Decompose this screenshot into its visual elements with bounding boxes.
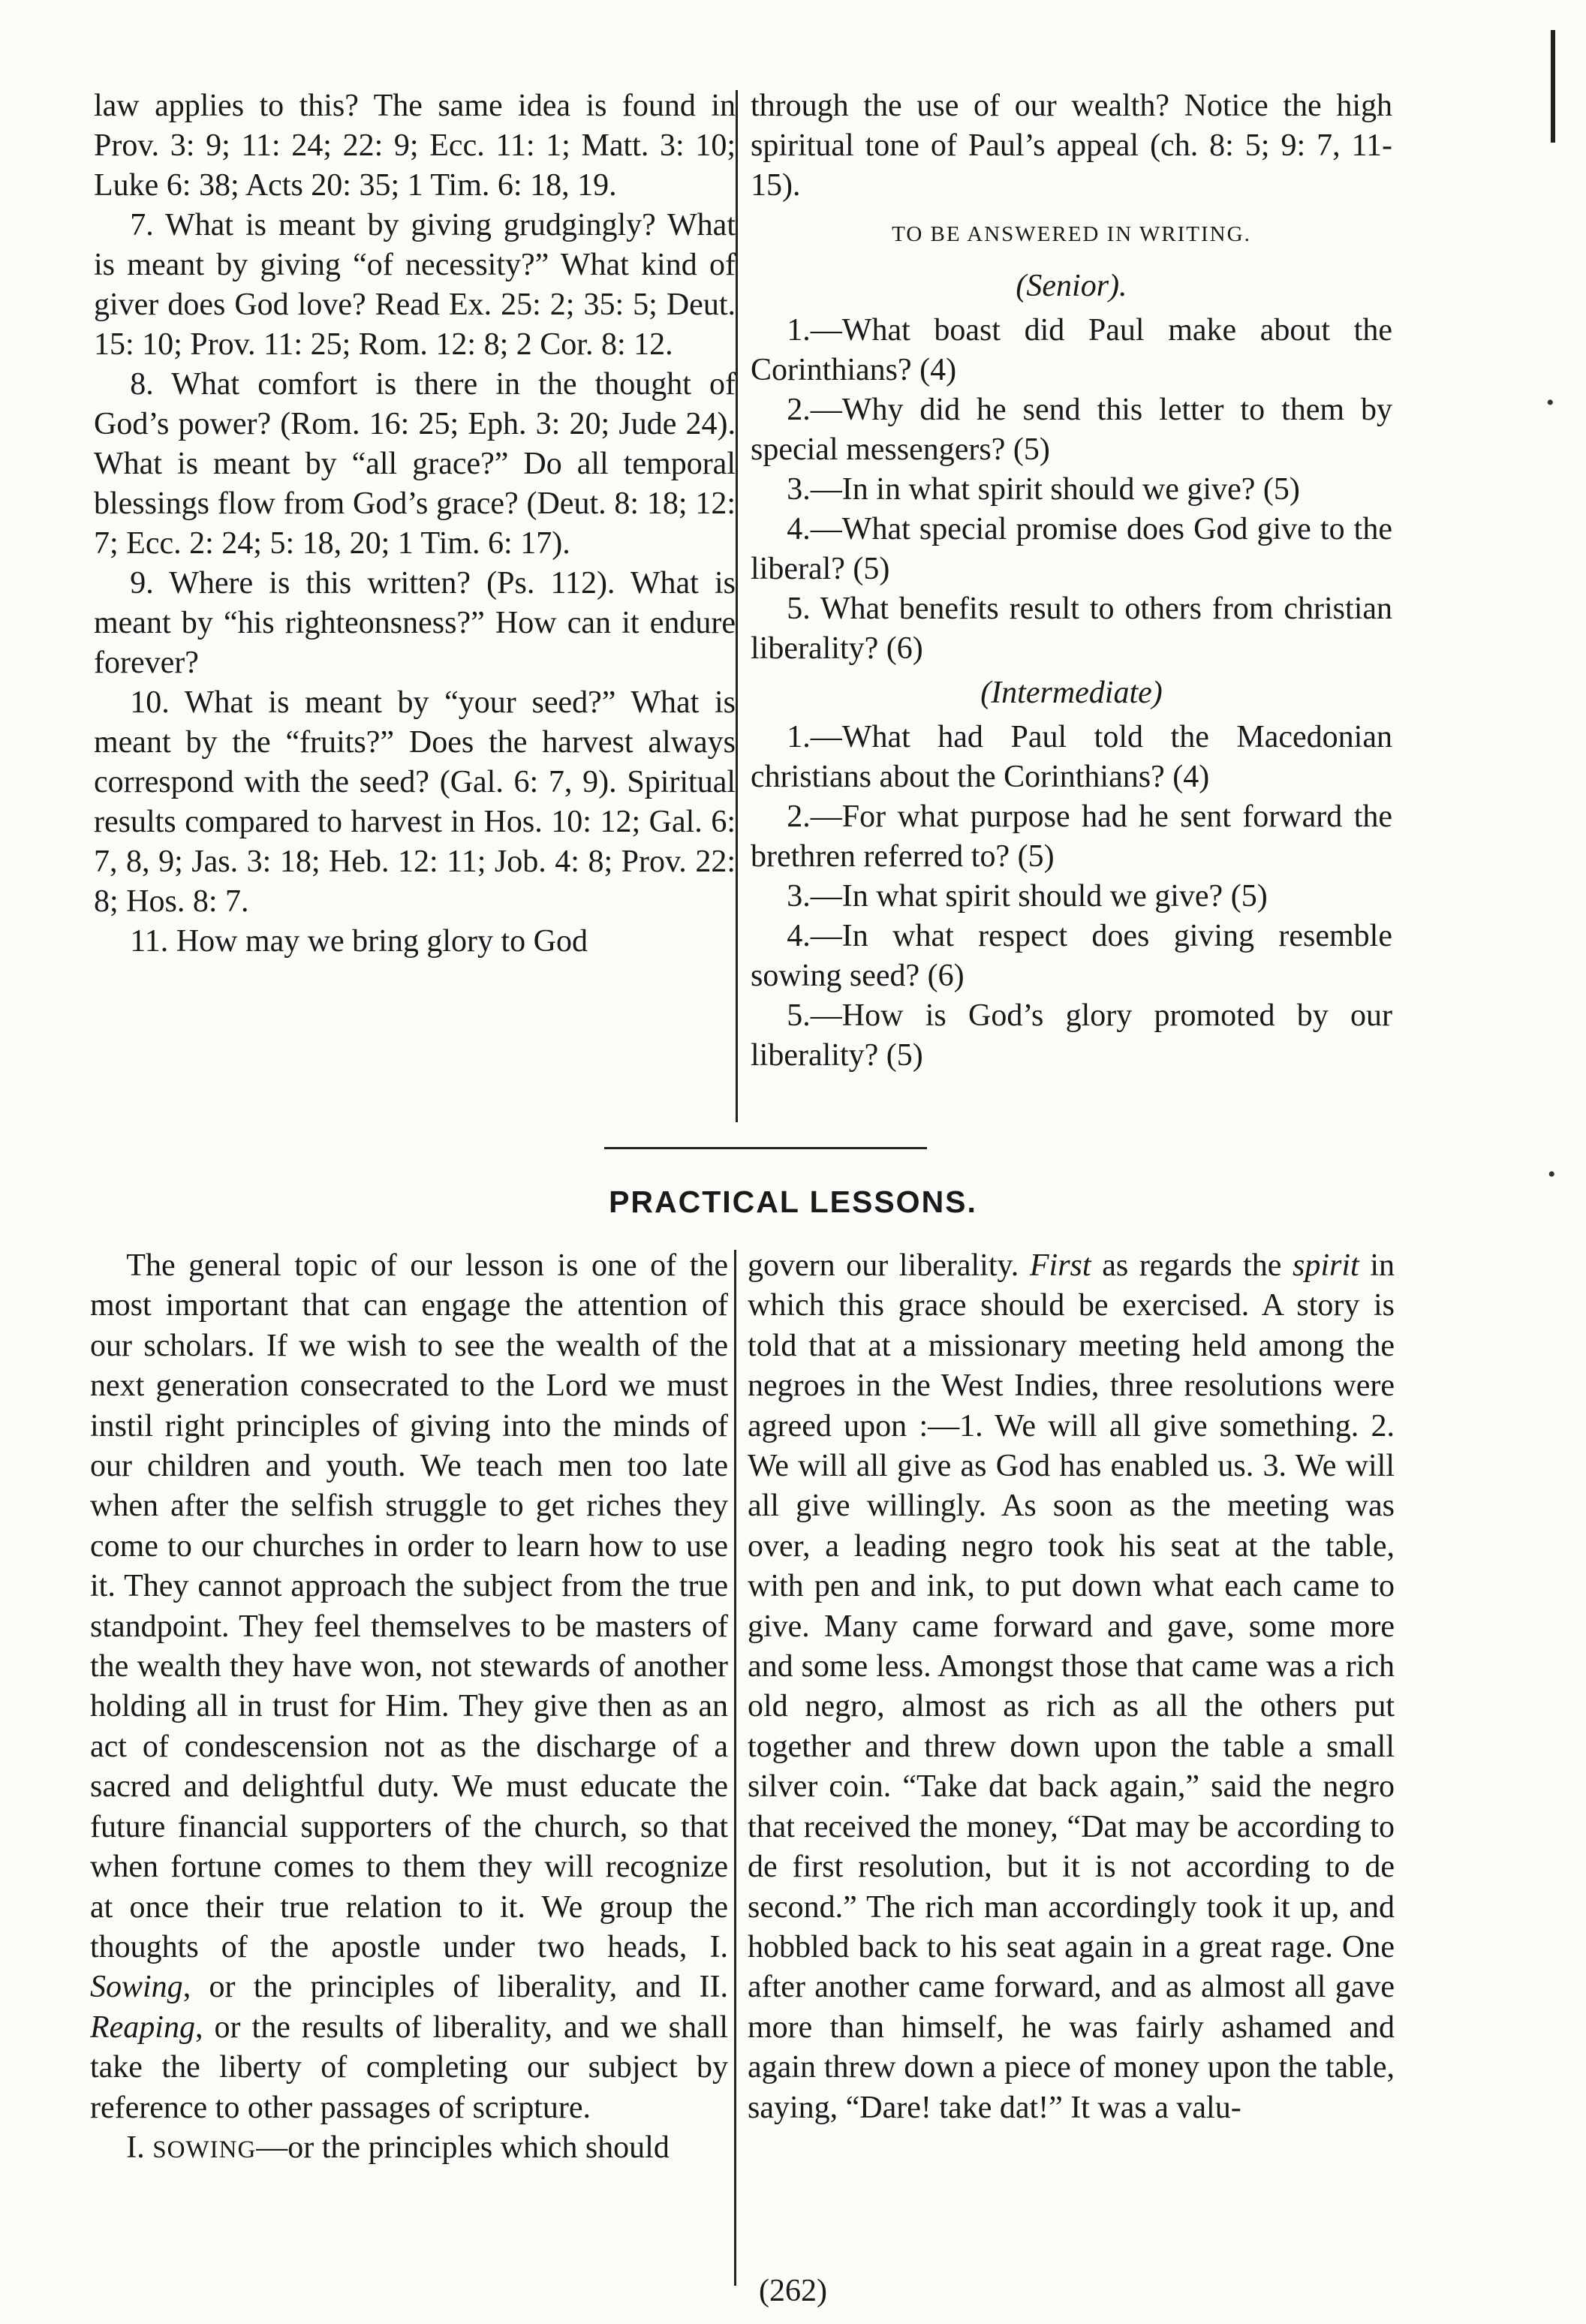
- spirit-term: spirit: [1292, 1248, 1359, 1283]
- senior-question-1: 1.—What boast did Paul make about the Corinthians? (4): [751, 313, 1392, 387]
- lessons-right-column: [748, 1246, 1395, 2128]
- question-continuation: law applies to this? The same idea is found in Prov. 3: 9; 11: 24; 22: 9; Ecc. 11: 1; Matt. 3: 10; Luke 6: 38; Acts 20: 35; 1 Tim. 6: 18, 19.: [94, 89, 736, 203]
- senior-question-5: 5. What benefits result to others from christian liberality? (6): [751, 592, 1392, 666]
- writing-heading: TO BE ANSWERED IN WRITING.: [892, 222, 1251, 246]
- column-divider-top: [736, 90, 738, 1122]
- margin-mark: •: [1548, 1162, 1556, 1187]
- lesson-text: The general topic of our lesson is one of the most important that can engage the attention of our scholars. If we wish to see the wealth of the next generation consecrated to the Lord we must instil right principles of giving into the minds of our children and youth. We teach men too late when after the selfish struggle to get riches they come to our churches in order to learn how to use it. They cannot approach the subject from the true standpoint. They feel themselves to be masters of the wealth they have won, not stewards of another holding all in trust for Him. They give then as an act of condescension not as the discharge of a sacred and delightful duty. We must educate the future financial supporters of the church, so that when fortune comes to them they will recognize at once their true relation to it. We group the thoughts of the apostle under two heads, I.: [90, 1248, 728, 1964]
- section-rule: [604, 1147, 927, 1149]
- question-11: 11. How may we bring glory to God: [130, 924, 588, 959]
- lesson-text: govern our liberality.: [748, 1248, 1030, 1283]
- margin-mark: [1551, 30, 1555, 143]
- intermediate-question-2: 2.—For what purpose had he sent forward the brethren referred to? (5): [751, 799, 1392, 874]
- section-number: I.: [126, 2130, 153, 2165]
- page-number: (262): [759, 2274, 827, 2308]
- senior-question-4: 4.—What special promise does God give to the liberal? (5): [751, 512, 1392, 586]
- lesson-text: as regards the: [1091, 1248, 1293, 1283]
- section-heading: PRACTICAL LESSONS.: [609, 1185, 977, 1219]
- intermediate-question-3: 3.—In what spirit should we give? (5): [787, 879, 1268, 914]
- senior-heading: (Senior).: [1016, 269, 1127, 303]
- margin-mark: •: [1546, 390, 1554, 415]
- reaping-term: Reaping: [90, 2009, 195, 2045]
- sowing-term: Sowing: [90, 1970, 183, 2005]
- question-11-continuation: through the use of our wealth? Notice the high spiritual tone of Paul’s appeal (ch. 8: 5; 9: 7, 11-15).: [751, 89, 1392, 203]
- intermediate-question-5: 5.—How is God’s glory promoted by our liberality? (5): [751, 998, 1392, 1073]
- lesson-text: in which this grace should be exercised. A story is told that at a missionary meeting held among the negroes in the West Indies, three resolutions were agreed upon :—1. We will all give something. 2. We will all give as God has enabled us. 3. We will all give willingly. As soon as the meeting was over, a leading negro took his seat at the table, with pen and ink, to put down what each came to give. Many came forward and gave, some more and some less. Amongst those that came was a rich old negro, almost as rich as all the others put together and threw down upon the table a small silver coin. “Take dat back again,” said the negro that received the money, “Dat may be according to de first resolution, but it is not according to de second.” The rich man accordingly took it up, and hobbled back to his seat again in a great rage. One after another came forward, and as almost all gave more than himself, he was fairly ashamed and again threw down a piece of money upon the table, saying, “Dare! take dat!” It was a valu-: [748, 1248, 1395, 2125]
- senior-question-2: 2.—Why did he send this letter to them by special messengers? (5): [751, 393, 1392, 467]
- lesson-paragraph-continued: [748, 1246, 1395, 2128]
- question-9: 9. Where is this written? (Ps. 112). What is meant by “his righteonsness?” How can it endure forever?: [94, 566, 736, 680]
- lesson-text: , or the results of liberality, and we shall take the liberty of completing our subject by reference to other passages of scripture.: [90, 2009, 728, 2125]
- lesson-text: —or the principles which should: [256, 2130, 670, 2165]
- lessons-left-column: [90, 1246, 728, 2170]
- questions-left-column: [94, 86, 736, 962]
- questions-right-column: [751, 86, 1392, 1076]
- question-7: 7. What is meant by giving grudgingly? What is meant by giving “of necessity?” What kind of giver does God love? Read Ex. 25: 2; 35: 5; Deut. 15: 10; Prov. 11: 25; Rom. 12: 8; 2 Cor. 8: 12.: [94, 208, 736, 362]
- column-divider-bottom: [734, 1250, 736, 2286]
- lesson-paragraph-2: [90, 2128, 728, 2170]
- lesson-paragraph-1: [90, 1246, 728, 2128]
- senior-question-3: 3.—In in what spirit should we give? (5): [787, 472, 1300, 507]
- lesson-text: , or the principles of liberality, and II.: [182, 1970, 728, 2005]
- intermediate-question-4: 4.—In what respect does giving resemble sowing seed? (6): [751, 919, 1392, 993]
- intermediate-heading: (Intermediate): [980, 676, 1163, 710]
- question-8: 8. What comfort is there in the thought of God’s power? (Rom. 16: 25; Eph. 3: 20; Jude 24). What is meant by “all grace?” Do all temporal blessings flow from God’s grace? (Deut. 8: 18; 12: 7; Ecc. 2: 24; 5: 18, 20; 1 Tim. 6: 17).: [94, 367, 736, 561]
- first-term: First: [1029, 1248, 1091, 1283]
- question-10: 10. What is meant by “your seed?” What is meant by the “fruits?” Does the harvest always correspond with the seed? (Gal. 6: 7, 9). Spiritual results compared to harvest in Hos. 10: 12; Gal. 6: 7, 8, 9; Jas. 3: 18; Heb. 12: 11; Job. 4: 8; Prov. 22: 8; Hos. 8: 7.: [94, 685, 736, 919]
- intermediate-question-1: 1.—What had Paul told the Macedonian christians about the Corinthians? (4): [751, 720, 1392, 794]
- sowing-small-caps: SOWING: [152, 2136, 257, 2163]
